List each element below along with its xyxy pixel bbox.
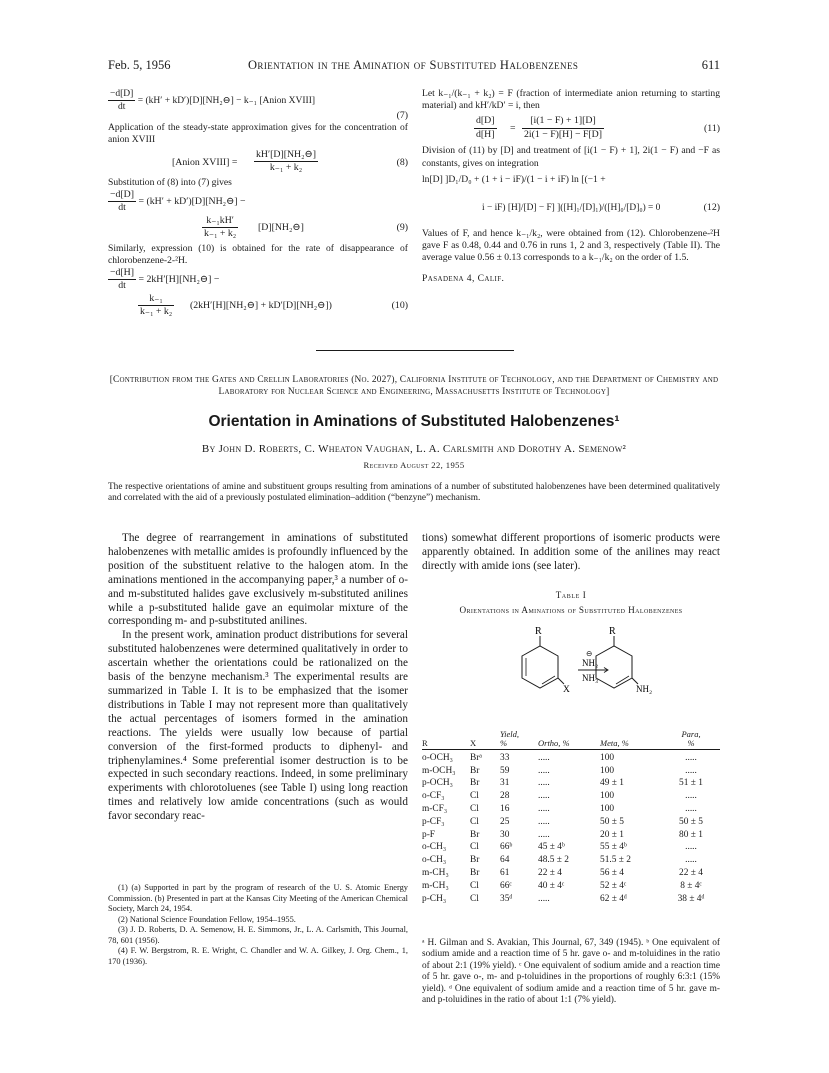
table-row: o-CH₃ Cl 66ᵇ 45 ± 4ᵇ 55 ± 4ᵇ ..... — [422, 842, 697, 853]
eq10-tail: (2kH′[H][NH₂⊖] + kD′[D][NH₂⊖]) — [190, 300, 332, 312]
equation-12-line2 — [422, 192, 720, 228]
abstract: The respective orientations of amine and substituent groups resulting from aminations of a number of substituted halobenzenes have been determined qualitatively and correlated with the aid of a previously postulated elimination–addition (“benzyne”) mechanism. — [108, 482, 720, 504]
eq11-rhs-num: [i(1 − F) + 1][D] — [522, 115, 604, 128]
issue-date: Feb. 5, 1956 — [108, 58, 171, 72]
eq12-line2: i − iF) [H]/[D] − F] ]([H]₁/[D]₁)/([H]₀/[D]₀) = 0 — [482, 203, 661, 214]
reagent-amide: NH₂ — [582, 658, 599, 668]
eq8-number: (8) — [396, 156, 408, 168]
eq10-number: (10) — [391, 300, 408, 312]
reactant-benzene-ring — [522, 646, 558, 688]
body-left-column — [108, 532, 408, 824]
values-of-f-text: Values of F, and hence k₋₁/k₂, were obtained from (12). Chlorobenzene-²H gave F as 0.48, 0.44 and 0.76 in runs 1, 2 and 3, respectively (Table II). The average value 0.56 ± 0.13 corresponds to a k₋₁/k₂ on the order of 1.5. — [422, 228, 720, 264]
equation-10-line2 — [108, 293, 408, 321]
eq12-number: (12) — [703, 202, 720, 214]
table-header-row — [422, 730, 720, 750]
product-benzene-ring — [596, 646, 632, 688]
eq7-lhs-den: dt — [117, 102, 126, 113]
body-right-column — [422, 532, 720, 574]
equation-9-line2 — [108, 215, 408, 243]
table-row: p-CF₃ Cl 25 ..... 50 ± 5 50 ± 5 — [422, 816, 703, 827]
table-row: m-CH₃ Br 61 22 ± 4 56 ± 4 22 ± 4 — [422, 867, 703, 878]
table-row: p-OCH₃ Br 31 ..... 49 ± 1 51 ± 1 — [422, 778, 703, 789]
reactant-r-label: R — [535, 626, 542, 637]
footnotes — [108, 883, 408, 967]
reagent-charge: ⊖ — [586, 649, 593, 658]
eq10-frac-num: k₋₁ — [138, 293, 174, 306]
division-text: Division of (11) by [D] and treatment of [i(1 − F) + 1], 2i(1 − F) and −F as constants, gives on integration — [422, 145, 720, 169]
equation-7 — [108, 88, 408, 114]
address-line: Pasadena 4, Calif. — [422, 272, 505, 284]
table-caption: Table I — [555, 590, 587, 600]
col-para-header: Para, % — [662, 730, 720, 750]
eq11-lhs-num: d[D] — [474, 115, 497, 128]
substitution-text: Substitution of (8) into (7) gives — [108, 176, 232, 188]
top-right-column — [422, 88, 720, 285]
col-r-header: R — [422, 730, 470, 750]
table-row: m-CH₃ Cl 66ᶜ 40 ± 4ᶜ 52 ± 4ᶜ 8 ± 4ᶜ — [422, 880, 702, 891]
eq7-rhs: = (kH′ + kD′)[D][NH₂⊖] − k₋₁ [Anion XVIII] — [137, 95, 316, 106]
eq11-number: (11) — [704, 123, 720, 135]
eq7-lhs-num: −d[D] — [108, 88, 135, 101]
col-meta-header: Meta, % — [600, 730, 662, 750]
eq10-lhs-den: dt — [118, 280, 126, 292]
table-footnotes: ᵃ H. Gilman and S. Avakian, This Journal, 67, 349 (1945). ᵇ One equivalent of sodium amide and a reaction time of 5 hr. gave o- and m-toluidines in the ratio of about 2:1 (19% yield). ᶜ One equivalent of sodium amide and a reaction time of 5 hr. gave o-, m- and p-toluidines in the proportions of roughly 6:3:1 (15% yield). ᵈ One equivalent of sodium amide and a reaction time of 5 hr. gave m- and p-toluidines in the ratio of about 1:1 (7% yield). — [422, 938, 720, 1006]
col-ortho-header: Ortho, % — [538, 730, 600, 750]
article-title: Orientation in Aminations of Substituted Halobenzenes¹ — [208, 413, 620, 430]
table-title: Orientations in Aminations of Substituted Halobenzenes — [459, 605, 683, 615]
table-row: p-F Br 30 ..... 20 ± 1 80 ± 1 — [422, 829, 703, 840]
table-row: o-OCH₃ Brᵃ 33 ..... 100 ..... — [422, 752, 697, 763]
body-paragraph-1: The degree of rearrangement in aminations of substituted halobenzenes with metallic amides is profoundly influenced by the position of the substituent relative to the halogen atom. In the aminations mentioned in the accompanying paper,³ a number of o- and m-substituted halides gave exclusively m-substituted anilines while a p-substituted halide gave an equimolar mixture of the corresponding m- and p-substituted anilines. — [108, 532, 408, 628]
footnote-3: (3) J. D. Roberts, D. A. Semenow, H. E. Simmons, Jr., L. A. Carlsmith, This Journal, 78, 601 (1956). — [108, 925, 408, 945]
eq10-lhs-num: −d[H] — [108, 267, 136, 280]
eq7-number: (7) — [396, 110, 408, 121]
article-divider — [316, 350, 514, 351]
author-line: By John D. Roberts, C. Wheaton Vaughan, L. A. Carlsmith and Dorothy A. Semenow² — [201, 443, 627, 455]
eq9-lhs-den: dt — [118, 202, 126, 214]
body-paragraph-2: In the present work, amination product distributions for several substituted halobenzenes were determined qualitatively in order to ascertain whether the orientations could be rationalized on the basis of the benzyne mechanism.³ The experimental results are summarized in Table I. It is to be emphasized that the isomer distributions in Table I may not represent more than qualitatively the actual percentages of isomers formed in the amination reactions. The yields were usually low because of partial conversion of the first-formed products to diphenyl- and triphenylamines.⁴ Some preferential isomer destruction is to be expected in such secondary reactions. Indeed, in some preliminary experiments with chlorotoluenes (see Table I) using long reaction times and relatively low amide concentrations (such as would favor secondary reac- — [108, 629, 408, 823]
table-row: p-CH₃ Cl 35ᵈ ..... 62 ± 4ᵈ 38 ± 4ᵈ — [422, 893, 705, 904]
page-number: 611 — [701, 58, 720, 72]
eq8-lhs: [Anion XVIII] = — [172, 156, 238, 168]
table-row: o-CH₃ Br 64 48.5 ± 2 51.5 ± 2 ..... — [422, 855, 697, 866]
reaction-scheme — [500, 626, 653, 728]
similarly-text: Similarly, expression (10) is obtained for the rate of disappearance of chlorobenzene-2-²H. — [108, 242, 408, 267]
contribution-line: [Contribution from the Gates and Crellin Laboratories (No. 2027), California Institute of Technology, and the Department of Chemistry and Laboratory for Nuclear Science and Engineering, Massachusetts Institute of Technology] — [109, 375, 719, 397]
eq11-rhs-den: 2i(1 − F)[H] − F[D] — [524, 128, 602, 140]
fraction-definition-text: Let k₋₁/(k₋₁ + k₂) = F (fraction of intermediate anion returning to starting material) and kH′/kD′ = i, then — [422, 88, 720, 112]
running-header — [108, 58, 720, 78]
table-row: o-CF₃ Cl 28 ..... 100 ..... — [422, 791, 697, 802]
body-paragraph-3: tions) somewhat different proportions of isomeric products were apparently obtained. In addition some of the anilines may react directly with amide ions (see later). — [422, 532, 720, 572]
running-title: Orientation in the Amination of Substituted Halobenzenes — [248, 58, 579, 72]
eq10-frac-den: k₋₁ + k₂ — [140, 306, 173, 318]
eq8-den: k₋₁ + k₂ — [269, 161, 303, 173]
eq10-line1: = 2kH′[H][NH₂⊖] − — [138, 274, 220, 286]
eq9-lhs-num: −d[D] — [108, 189, 136, 202]
eq8-num: kH′[D][NH₂⊖] — [254, 149, 318, 162]
footnote-2: (2) National Science Foundation Fellow, 1954–1955. — [118, 914, 296, 924]
table-row: m-CF₃ Cl 16 ..... 100 ..... — [422, 803, 697, 814]
reactant-x-label: X — [563, 685, 570, 695]
equation-9-line1 — [108, 189, 408, 215]
footnote-1: (1) (a) Supported in part by the program of research of the U. S. Atomic Energy Commission. (b) Presented in part at the Kansas City Meeting of the American Chemical Society, March 24, 1954. — [108, 883, 408, 913]
orientation-table — [422, 730, 720, 904]
eq9-line1: = (kH′ + kD′)[D][NH₂⊖] − — [138, 195, 246, 207]
reagent-solvent: NH₃ — [582, 673, 599, 683]
eq9-tail: [D][NH₂⊖] — [258, 221, 304, 233]
equation-10-line1 — [108, 267, 408, 293]
steady-state-text: Application of the steady-state approximation gives for the concentration of anion XVIII — [108, 122, 408, 146]
eq9-number: (9) — [396, 221, 408, 233]
eq9-frac-num: k₋₁kH′ — [202, 215, 238, 228]
eq12-line1: ln[D] ]D₁/D₀ + (1 + i − iF)/(1 − i + iF) ln [(−1 + — [422, 173, 606, 185]
equation-8 — [108, 149, 408, 177]
table-row: m-OCH₃ Br 59 ..... 100 ..... — [422, 765, 697, 776]
col-x-header: X — [470, 730, 500, 750]
footnote-4: (4) F. W. Bergstrom, R. E. Wright, C. Chandler and W. A. Gilkey, J. Org. Chem., 1, 170 (1936). — [108, 946, 408, 966]
received-date: Received August 22, 1955 — [363, 460, 465, 470]
col-yield-header: Yield, % — [500, 730, 538, 750]
equation-11: $\frac{d[D]}{d[H]}$ = $\frac{[i(1 - F) + 1][D]}{2i(1 - F)[H] - F[D]}$ (11) — [476, 115, 720, 140]
product-nh2-label: NH₂ — [636, 684, 653, 694]
top-left-column — [108, 88, 408, 321]
eq11-lhs-den: d[H] — [476, 128, 495, 140]
product-r-label: R — [609, 626, 616, 637]
eq9-frac-den: k₋₁ + k₂ — [204, 228, 237, 240]
